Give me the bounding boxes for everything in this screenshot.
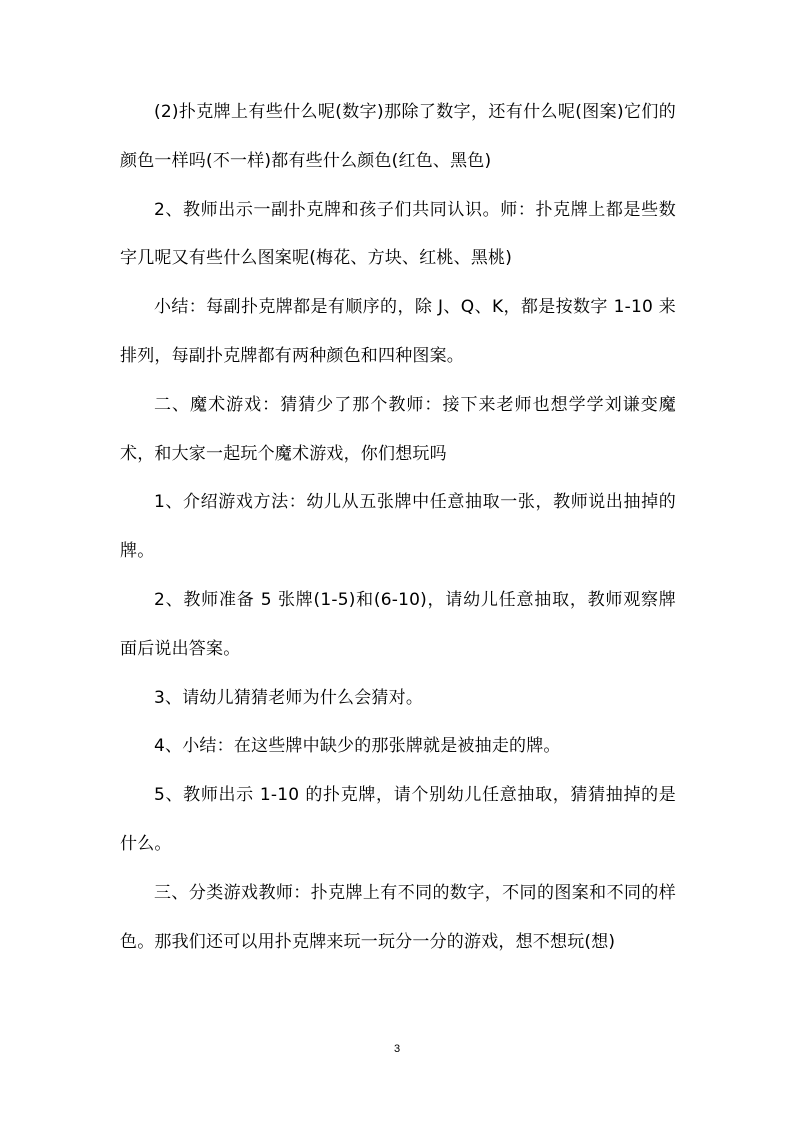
paragraph-prepare-five-cards: 2、教师准备 5 张牌(1-5)和(6-10)，请幼儿任意抽取，教师观察牌面后说出答案。 xyxy=(120,589,676,659)
paragraph-ten-cards-guess: 5、教师出示 1-10 的扑克牌，请个别幼儿任意抽取，猜猜抽掉的是什么。 xyxy=(120,785,676,854)
document-body xyxy=(120,88,676,966)
paragraph-magic-game-heading: 二、魔术游戏：猜猜少了那个教师：接下来老师也想学学刘谦变魔术，和大家一起玩个魔术游戏，你们想玩吗 xyxy=(120,394,676,464)
paragraph-teacher-shows-cards: 2、教师出示一副扑克牌和孩子们共同认识。师：扑克牌上都是些数字几呢又有些什么图案呢(梅花、方块、红桃、黑桃) xyxy=(120,199,676,269)
page-number: 3 xyxy=(393,1043,401,1055)
paragraph-guess-why: 3、请幼儿猜猜老师为什么会猜对。 xyxy=(154,687,424,708)
paragraph-summary-card-order: 小结：每副扑克牌都是有顺序的，除 J、Q、K，都是按数字 1-10 来排列，每副扑克牌都有两种颜色和四种图案。 xyxy=(120,297,676,366)
paragraph-game-method: 1、介绍游戏方法：幼儿从五张牌中任意抽取一张，教师说出抽掉的牌。 xyxy=(120,492,676,562)
paragraph-poker-content-question: (2)扑克牌上有些什么呢(数字)那除了数字，还有什么呢(图案)它们的颜色一样吗(不一样)都有些什么颜色(红色、黑色) xyxy=(120,102,676,171)
paragraph-missing-card-summary: 4、小结：在这些牌中缺少的那张牌就是被抽走的牌。 xyxy=(154,736,561,757)
paragraph-sorting-game: 三、分类游戏教师：扑克牌上有不同的数字，不同的图案和不同的样色。那我们还可以用扑克牌来玩一玩分一分的游戏，想不想玩(想) xyxy=(120,882,676,952)
